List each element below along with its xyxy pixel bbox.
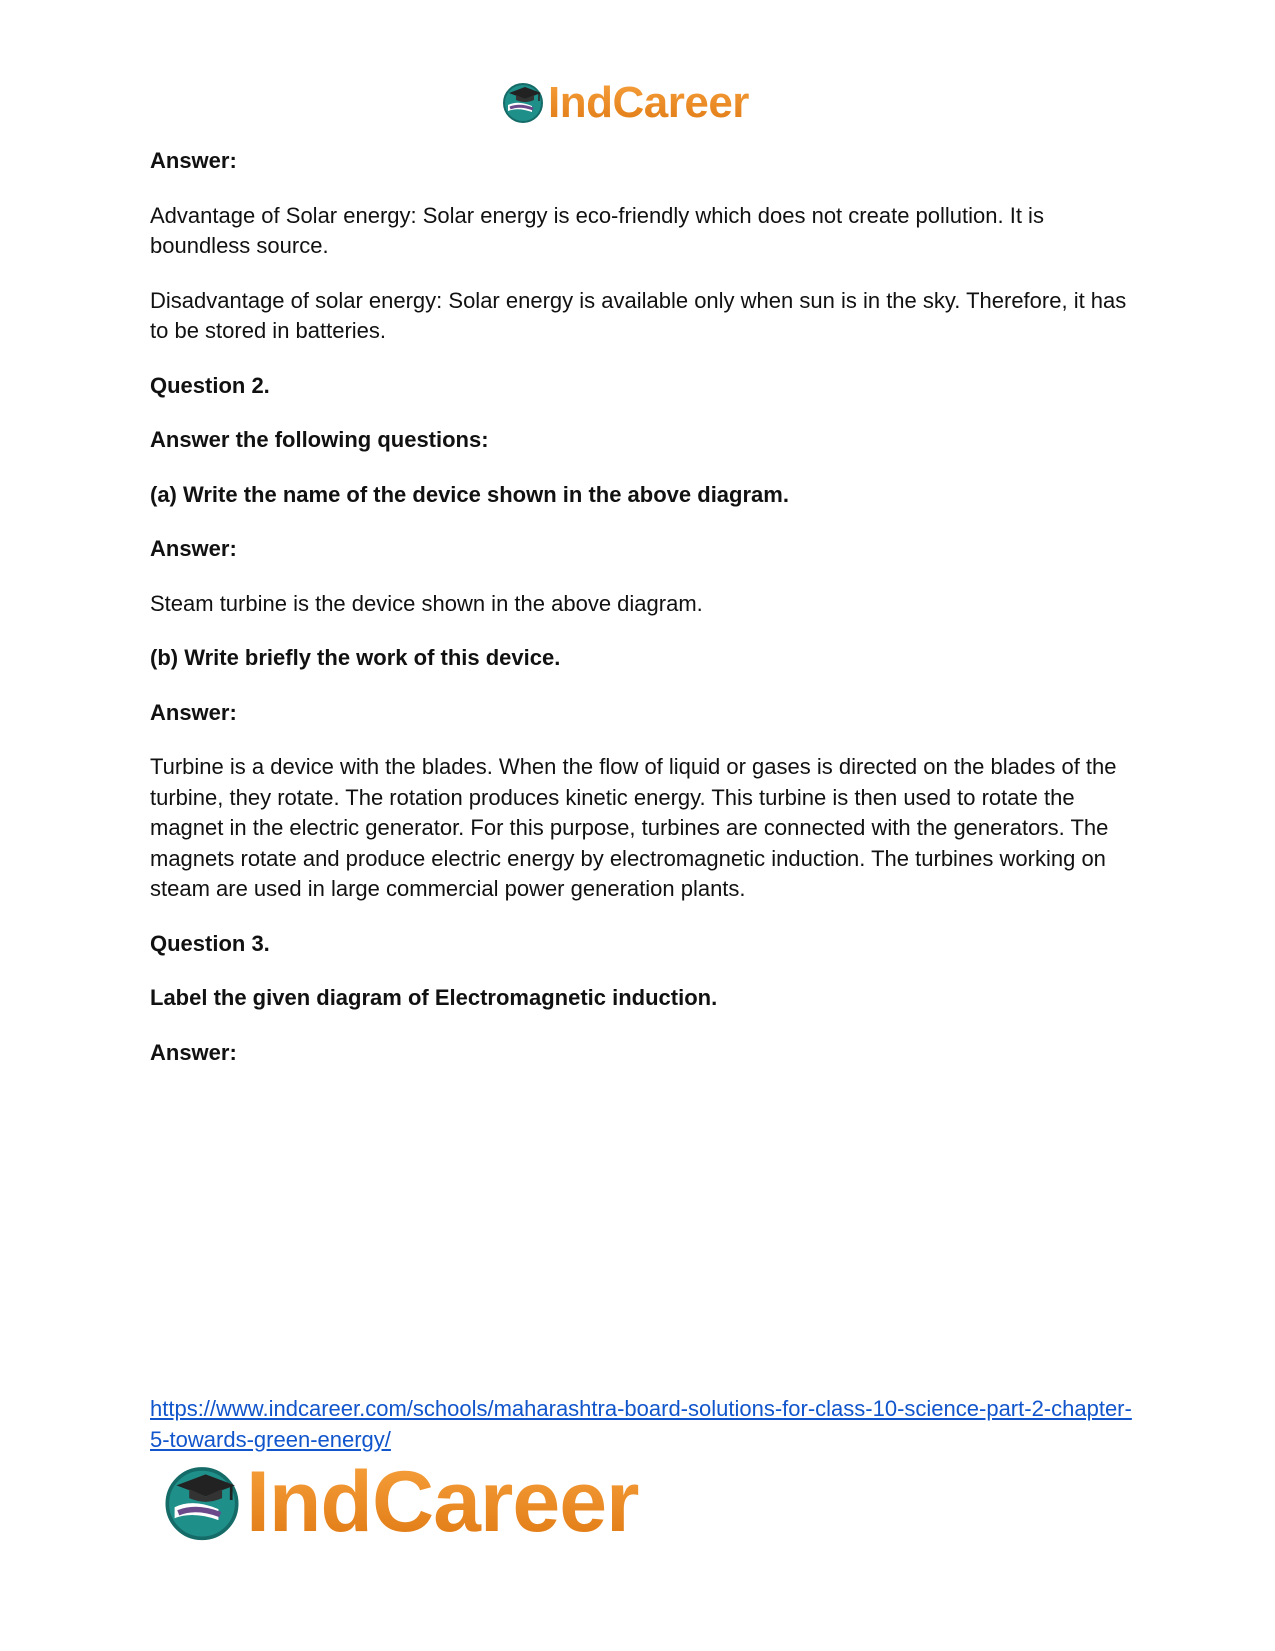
bold-paragraph: (b) Write briefly the work of this device. xyxy=(150,645,561,670)
paragraph: Advantage of Solar energy: Solar energy is eco-friendly which does not create pollution. It is boundless source. xyxy=(150,202,1044,258)
bold-paragraph: Answer: xyxy=(150,699,237,725)
logo-wordmark: IndCareer xyxy=(548,78,749,127)
graduation-cap-globe-icon xyxy=(500,78,546,129)
paragraph: Turbine is a device with the blades. When the flow of liquid or gases is directed on the blades of the turbine, they rotate. The rotation produces kinetic energy. This turbine is then used to rotate the magnet in the electric generator. For this purpose, turbines are connected with the generators. The magnets rotate and produce electric energy by electromagnetic induction. The turbines working on steam are used in large commercial power generation plants. xyxy=(150,754,1117,901)
paragraph: Disadvantage of solar energy: Solar energy is available only when sun is in the sky. Therefore, it has to be stored in batteries. xyxy=(150,287,1127,343)
paragraph: Steam turbine is the device shown in the above diagram. xyxy=(150,590,703,616)
bold-paragraph: Question 3. xyxy=(150,930,270,956)
bold-paragraph: (a) Write the name of the device shown in the above diagram. xyxy=(150,481,789,507)
document-body xyxy=(150,146,1130,1068)
footer-logo xyxy=(160,1454,639,1550)
graduation-cap-globe-icon xyxy=(160,1458,244,1547)
header-logo xyxy=(500,80,749,126)
bold-paragraph: Question 2. xyxy=(150,372,270,398)
bold-paragraph: Label the given diagram of Electromagnetic induction. xyxy=(150,985,718,1010)
source-url-link[interactable]: https://www.indcareer.com/schools/maharashtra-board-solutions-for-class-10-science-part-2-chapter-5-towards-green-energy/ xyxy=(150,1396,1132,1452)
bold-paragraph: Answer: xyxy=(150,148,237,173)
bold-paragraph: Answer: xyxy=(150,1039,237,1065)
logo-wordmark: IndCareer xyxy=(246,1454,639,1550)
bold-paragraph: Answer the following questions: xyxy=(150,427,489,452)
bold-paragraph: Answer: xyxy=(150,536,237,561)
